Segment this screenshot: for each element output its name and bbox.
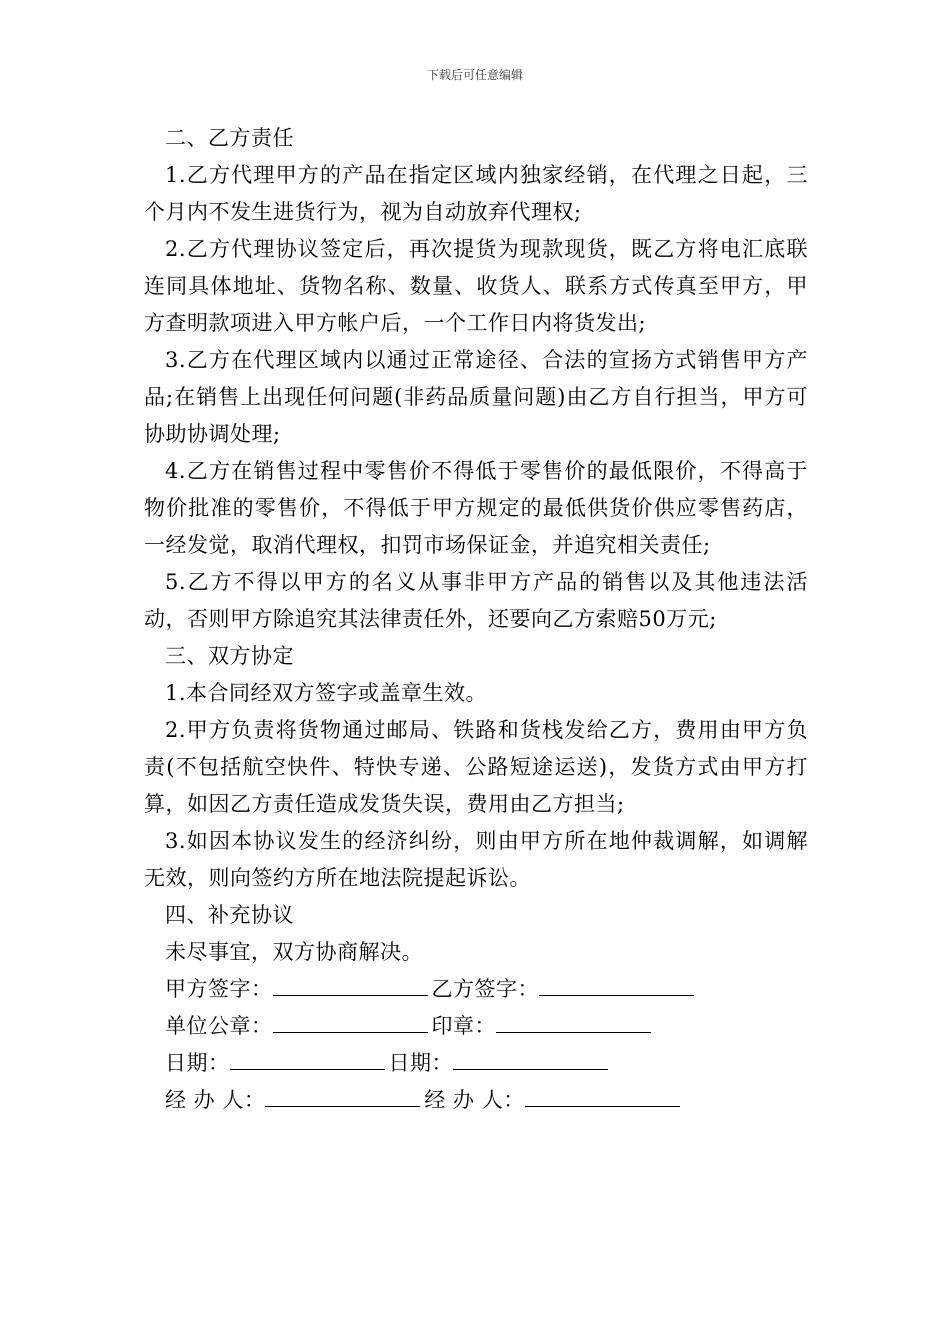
clause-2-3: 3.乙方在代理区域内以通过正常途径、合法的宣扬方式销售甲方产品;在销售上出现任何问题(非药品质量问题)由乙方自行担当，甲方可协助协调处理; [144,348,808,446]
section-title-party-b-duties: 二、乙方责任 [165,126,294,150]
date-b-label: 日期： [388,1051,453,1075]
party-b-sign-line [539,973,694,996]
clause-3-2: 2.甲方负责将货物通过邮局、铁路和货栈发给乙方，费用由甲方负责(不包括航空快件、特快专递、公路短途运送)，发货方式由甲方打算，如因乙方责任造成发货失误，费用由乙方担当; [144,718,808,816]
clause-2-2: 2.乙方代理协议签定后，再次提货为现款现货，既乙方将电汇底联连同具体地址、货物名称、数量、收货人、联系方式传真至甲方，甲方查明款项进入甲方帐户后，一个工作日内将货发出; [144,237,808,335]
clause-3-3: 3.如因本协议发生的经济纠纷，则由甲方所在地仲裁调解，如调解无效，则向签约方所在地法院提起诉讼。 [144,829,808,890]
clause-3-1: 1.本合同经双方签字或盖章生效。 [165,681,488,705]
seal-line [496,1010,651,1033]
handler-a-line [265,1084,420,1107]
handler-a-label: 经 办 人： [165,1088,266,1112]
section-title-supplement: 四、补充协议 [165,903,294,927]
handler-b-label: 经 办 人： [424,1088,525,1112]
seal-label: 印章： [431,1014,496,1038]
clause-2-4: 4.乙方在销售过程中零售价不得低于零售价的最低限价，不得高于物价批准的零售价，不得低于甲方规定的最低供货价供应零售药店，一经发觉，取消代理权，扣罚市场保证金，并追究相关责任; [144,459,808,557]
party-b-sign-label: 乙方签字： [431,977,539,1001]
document-body [144,120,808,1119]
clause-2-5: 5.乙方不得以甲方的名义从事非甲方产品的销售以及其他违法活动，否则甲方除追究其法律责任外，还要向乙方索赔50万元; [144,570,808,631]
clause-2-1: 1.乙方代理甲方的产品在指定区域内独家经销，在代理之日起，三个月内不发生进货行为，视为自动放弃代理权; [144,163,808,224]
party-a-sign-line [273,973,428,996]
signature-row-1 [144,971,808,1008]
date-a-label: 日期： [165,1051,230,1075]
signature-row-3 [144,1045,808,1082]
clause-4-1: 未尽事宜，双方协商解决。 [165,940,423,964]
party-a-sign-label: 甲方签字： [165,977,273,1001]
date-a-line [230,1047,385,1070]
signature-row-2 [144,1008,808,1045]
unit-seal-line [273,1010,428,1033]
date-b-line [453,1047,608,1070]
section-title-mutual-agreement: 三、双方协定 [165,644,294,668]
unit-seal-label: 单位公章： [165,1014,273,1038]
page-header: 下载后可任意编辑 [426,68,523,82]
signature-row-4 [144,1082,808,1119]
handler-b-line [525,1084,680,1107]
